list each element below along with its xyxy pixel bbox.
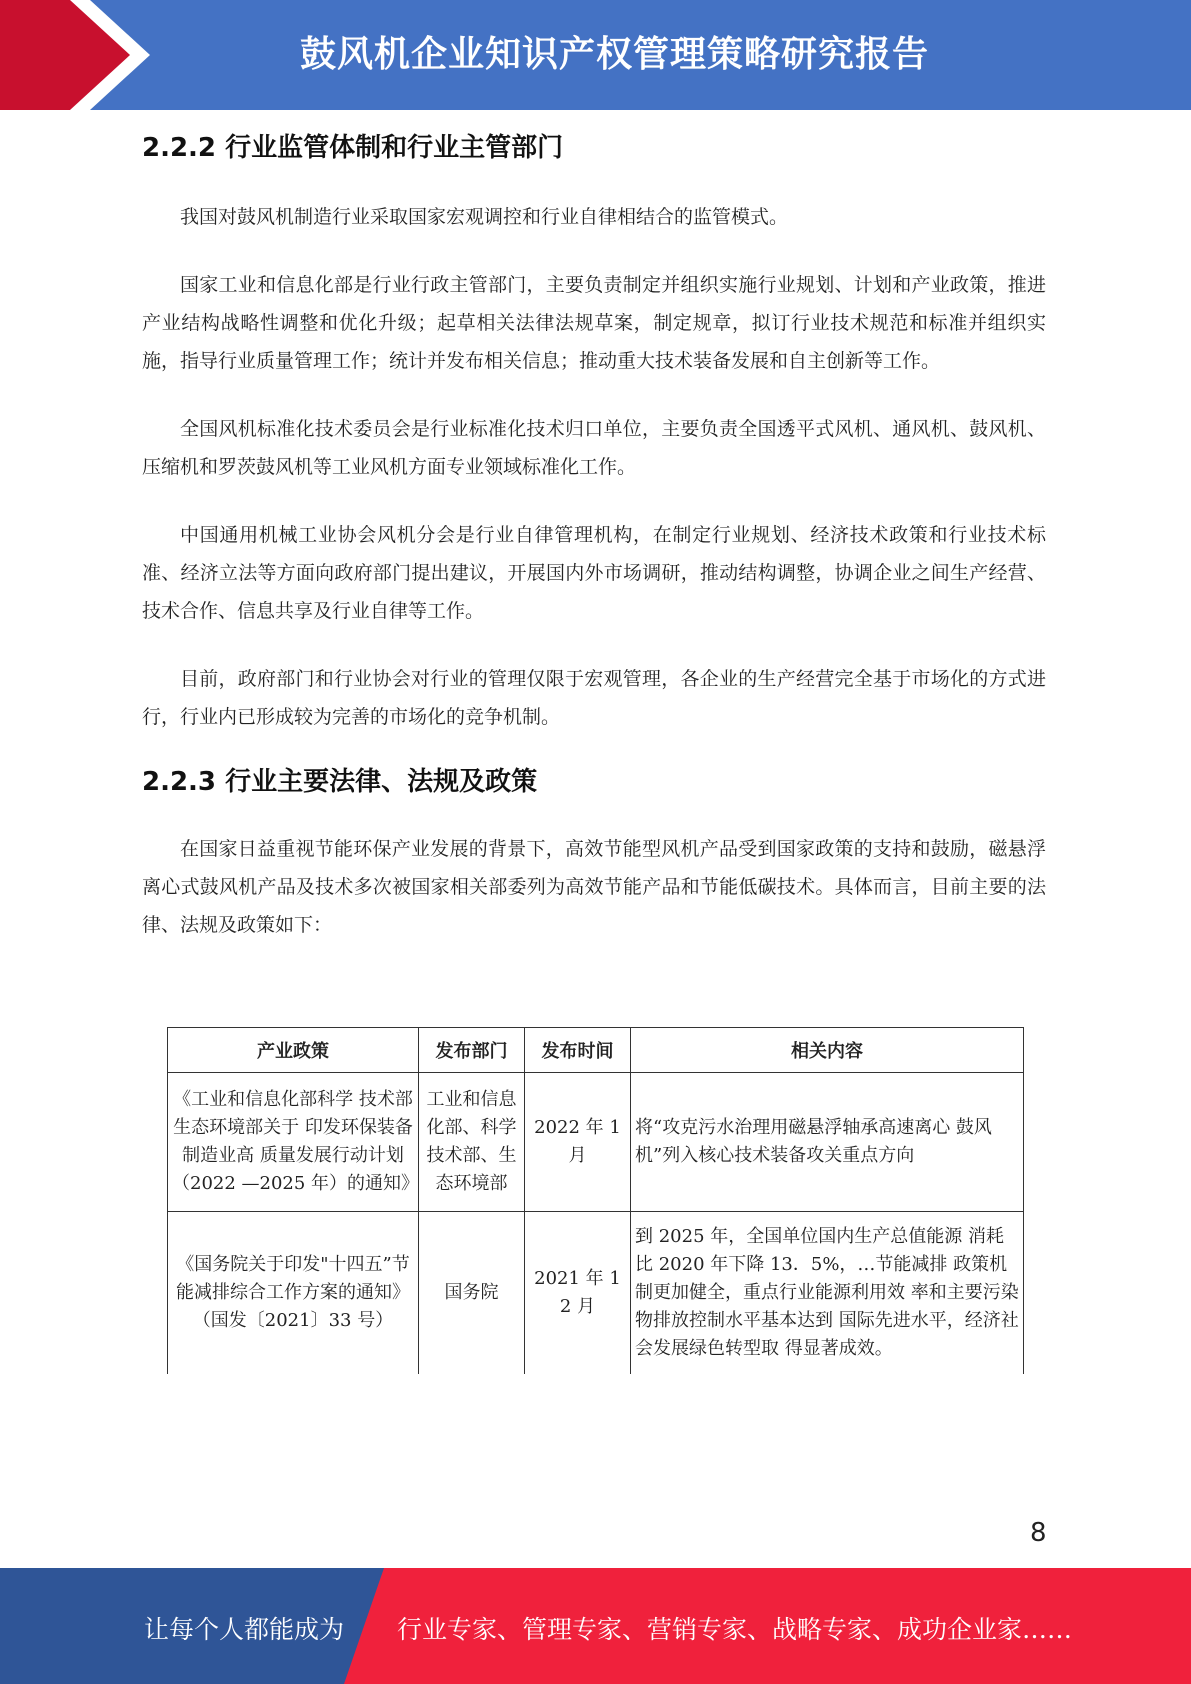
- column-header-content: 相关内容: [631, 1028, 1024, 1073]
- policy-cell: 《工业和信息化部科学 技术部生态环境部关于 印发环保装备制造业高 质量发展行动计划（2022 —2025 年）的通知》: [168, 1073, 419, 1212]
- paragraph: 在国家日益重视节能环保产业发展的背景下，高效节能型风机产品受到国家政策的支持和鼓励，磁悬浮离心式鼓风机产品及技术多次被国家相关部委列为高效节能产品和节能低碳技术。具体而言，目前主要的法律、法规及政策如下：: [142, 838, 1046, 936]
- main-content: [142, 128, 1046, 944]
- footer-slogan-left: 让每个人都能成为: [144, 1615, 345, 1644]
- policy-table: [167, 1027, 1024, 1374]
- paragraph: 我国对鼓风机制造行业采取国家宏观调控和行业自律相结合的监管模式。: [180, 206, 789, 228]
- footer-slogan-right: 行业专家、管理专家、营销专家、战略专家、成功企业家……: [397, 1615, 1073, 1644]
- page-number: 8: [1030, 1518, 1047, 1548]
- report-title: 鼓风机企业知识产权管理策略研究报告: [300, 34, 930, 75]
- section-heading-2-2-3: 2.2.3 行业主要法律、法规及政策: [142, 767, 538, 797]
- column-header-policy: 产业政策: [168, 1028, 419, 1073]
- column-header-dept: 发布部门: [419, 1028, 525, 1073]
- dept-cell: 工业和信息化部、科学技术部、生态环境部: [419, 1073, 525, 1212]
- column-header-date: 发布时间: [525, 1028, 631, 1073]
- paragraph: 国家工业和信息化部是行业行政主管部门，主要负责制定并组织实施行业规划、计划和产业政策，推进产业结构战略性调整和优化升级；起草相关法律法规草案，制定规章，拟订行业技术规范和标准并组织实施，指导行业质量管理工作；统计并发布相关信息；推动重大技术装备发展和自主创新等工作。: [142, 274, 1046, 372]
- page-header: [0, 0, 1191, 110]
- table-row: [168, 1073, 1024, 1212]
- date-cell: 2022 年 1 月: [525, 1073, 631, 1212]
- content-cell: 到 2025 年，全国单位国内生产总值能源 消耗比 2020 年下降 13．5%，…节能减排 政策机制更加健全，重点行业能源利用效 率和主要污染物排放控制水平基本达到 国际先进水平，经济社会发展绿色转型取 得显著成效。: [631, 1212, 1024, 1375]
- policy-cell: 《国务院关于印发"十四五”节能减排综合工作方案的通知》（国发〔2021〕33 号）: [168, 1212, 419, 1375]
- dept-cell: 国务院: [419, 1212, 525, 1375]
- paragraph: 中国通用机械工业协会风机分会是行业自律管理机构，在制定行业规划、经济技术政策和行业技术标准、经济立法等方面向政府部门提出建议，开展国内外市场调研，推动结构调整，协调企业之间生产经营、技术合作、信息共享及行业自律等工作。: [142, 524, 1046, 622]
- section-heading-2-2-2: 2.2.2 行业监管体制和行业主管部门: [142, 133, 564, 163]
- paragraph: 目前，政府部门和行业协会对行业的管理仅限于宏观管理，各企业的生产经营完全基于市场化的方式进行，行业内已形成较为完善的市场化的竞争机制。: [142, 668, 1046, 728]
- page-footer: [0, 1568, 1191, 1684]
- table-header-row: [168, 1028, 1024, 1073]
- date-cell: 2021 年 12 月: [525, 1212, 631, 1375]
- paragraph: 全国风机标准化技术委员会是行业标准化技术归口单位，主要负责全国透平式风机、通风机、鼓风机、压缩机和罗茨鼓风机等工业风机方面专业领域标准化工作。: [142, 418, 1046, 478]
- table-row: [168, 1212, 1024, 1375]
- content-cell: 将“攻克污水治理用磁悬浮轴承高速离心 鼓风机”列入核心技术装备攻关重点方向: [631, 1073, 1024, 1212]
